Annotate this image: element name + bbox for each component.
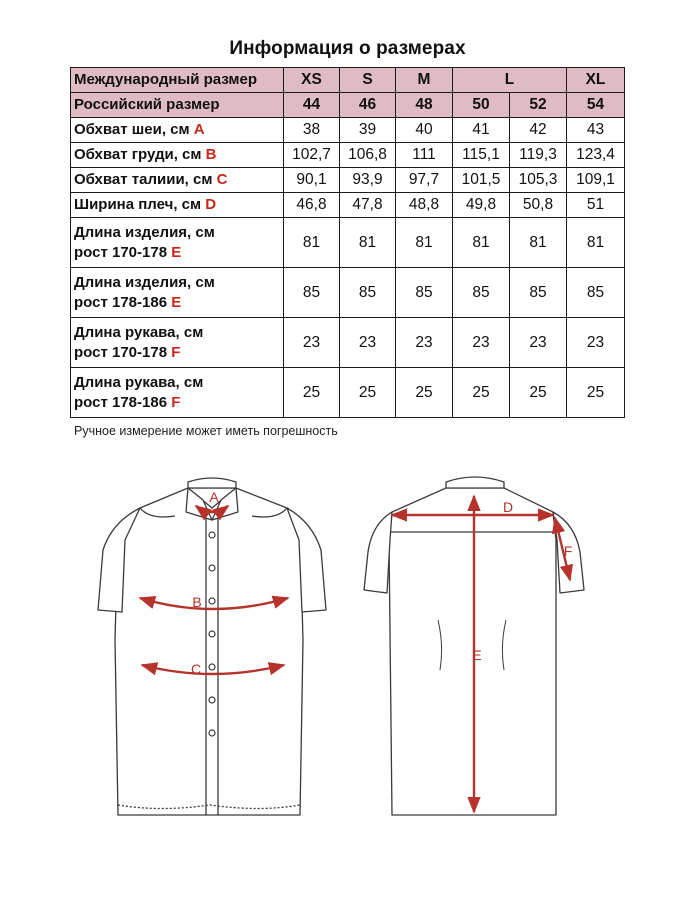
- value-cell: 81: [340, 218, 396, 268]
- measure-letter: E: [171, 293, 182, 311]
- value-cell: 85: [453, 268, 510, 318]
- value-cell: 25: [510, 368, 567, 418]
- row-label: [71, 143, 284, 168]
- value-cell: 43: [567, 118, 625, 143]
- table-row: [71, 193, 625, 218]
- measure-letter: D: [205, 196, 217, 213]
- row-label: [71, 168, 284, 193]
- value-cell: 23: [396, 318, 453, 368]
- row-label-text: Длина рукава, см: [74, 373, 204, 391]
- value-cell: 85: [284, 268, 340, 318]
- value-cell: 51: [567, 193, 625, 218]
- measure-letter: F: [171, 343, 181, 361]
- row-label: [71, 193, 284, 218]
- row-label: [71, 118, 284, 143]
- row-label-text: Длина изделия, см: [74, 273, 215, 291]
- value-cell: 23: [453, 318, 510, 368]
- label-f: F: [563, 543, 573, 559]
- value-cell: 81: [567, 218, 625, 268]
- header-label: Российский размер: [71, 93, 284, 118]
- value-cell: 85: [567, 268, 625, 318]
- size-cell: 50: [453, 93, 510, 118]
- value-cell: 25: [567, 368, 625, 418]
- row-label: [71, 218, 284, 268]
- label-b: B: [192, 594, 202, 610]
- value-cell: 81: [453, 218, 510, 268]
- value-cell: 102,7: [284, 143, 340, 168]
- row-label: [71, 318, 284, 368]
- size-table: [70, 67, 625, 418]
- row-label-height: рост 170-178: [74, 343, 168, 361]
- value-cell: 90,1: [284, 168, 340, 193]
- size-cell: XL: [567, 68, 625, 93]
- value-cell: 40: [396, 118, 453, 143]
- row-label-text: Обхват шеи, см: [74, 121, 190, 138]
- label-d: D: [502, 499, 514, 515]
- value-cell: 23: [284, 318, 340, 368]
- table-row: [71, 118, 625, 143]
- table-row: [71, 318, 625, 368]
- value-cell: 23: [340, 318, 396, 368]
- value-cell: 97,7: [396, 168, 453, 193]
- header-label: Международный размер: [71, 68, 284, 93]
- header-row-russian: [71, 93, 625, 118]
- value-cell: 23: [567, 318, 625, 368]
- header-row-international: [71, 68, 625, 93]
- page-title: Информация о размерах: [229, 38, 466, 59]
- row-label-text: Обхват талиии, см: [74, 171, 213, 188]
- value-cell: 111: [396, 143, 453, 168]
- table-row: [71, 168, 625, 193]
- value-cell: 41: [453, 118, 510, 143]
- shirt-front: [98, 478, 326, 815]
- value-cell: 81: [284, 218, 340, 268]
- row-label-text: Ширина плеч, см: [74, 196, 202, 213]
- value-cell: 42: [510, 118, 567, 143]
- row-label-text: Длина изделия, см: [74, 223, 215, 241]
- row-label: [71, 368, 284, 418]
- value-cell: 25: [340, 368, 396, 418]
- row-label-height: рост 178-186: [74, 393, 168, 411]
- size-cell: M: [396, 68, 453, 93]
- value-cell: 119,3: [510, 143, 567, 168]
- value-cell: 49,8: [453, 193, 510, 218]
- value-cell: 109,1: [567, 168, 625, 193]
- table-row: [71, 218, 625, 268]
- value-cell: 25: [396, 368, 453, 418]
- value-cell: 48,8: [396, 193, 453, 218]
- label-c: C: [190, 661, 202, 677]
- row-label-text: Обхват груди, см: [74, 146, 202, 163]
- measurement-note: Ручное измерение может иметь погрешность: [74, 424, 338, 438]
- value-cell: 81: [396, 218, 453, 268]
- size-cell: S: [340, 68, 396, 93]
- value-cell: 47,8: [340, 193, 396, 218]
- size-cell: XS: [284, 68, 340, 93]
- value-cell: 85: [396, 268, 453, 318]
- shirt-diagram: [0, 460, 695, 900]
- size-cell: 46: [340, 93, 396, 118]
- measure-letter: B: [205, 146, 217, 163]
- row-label-height: рост 170-178: [74, 243, 168, 261]
- label-a: A: [209, 489, 219, 505]
- row-label-text: Длина рукава, см: [74, 323, 204, 341]
- measure-letter: A: [193, 121, 205, 138]
- value-cell: 101,5: [453, 168, 510, 193]
- size-cell: 44: [284, 93, 340, 118]
- row-label-height: рост 178-186: [74, 293, 168, 311]
- size-cell: 52: [510, 93, 567, 118]
- table-row: [71, 143, 625, 168]
- measure-letter: C: [216, 171, 228, 188]
- value-cell: 25: [453, 368, 510, 418]
- value-cell: 115,1: [453, 143, 510, 168]
- value-cell: 38: [284, 118, 340, 143]
- size-cell: L: [453, 68, 567, 93]
- value-cell: 81: [510, 218, 567, 268]
- value-cell: 105,3: [510, 168, 567, 193]
- value-cell: 123,4: [567, 143, 625, 168]
- measure-letter: F: [171, 393, 181, 411]
- value-cell: 23: [510, 318, 567, 368]
- table-row: [71, 368, 625, 418]
- value-cell: 106,8: [340, 143, 396, 168]
- value-cell: 46,8: [284, 193, 340, 218]
- label-e: E: [472, 647, 482, 663]
- size-cell: 48: [396, 93, 453, 118]
- value-cell: 93,9: [340, 168, 396, 193]
- measure-letter: E: [171, 243, 182, 261]
- value-cell: 50,8: [510, 193, 567, 218]
- value-cell: 85: [340, 268, 396, 318]
- size-cell: 54: [567, 93, 625, 118]
- value-cell: 85: [510, 268, 567, 318]
- value-cell: 25: [284, 368, 340, 418]
- row-label: [71, 268, 284, 318]
- value-cell: 39: [340, 118, 396, 143]
- table-row: [71, 268, 625, 318]
